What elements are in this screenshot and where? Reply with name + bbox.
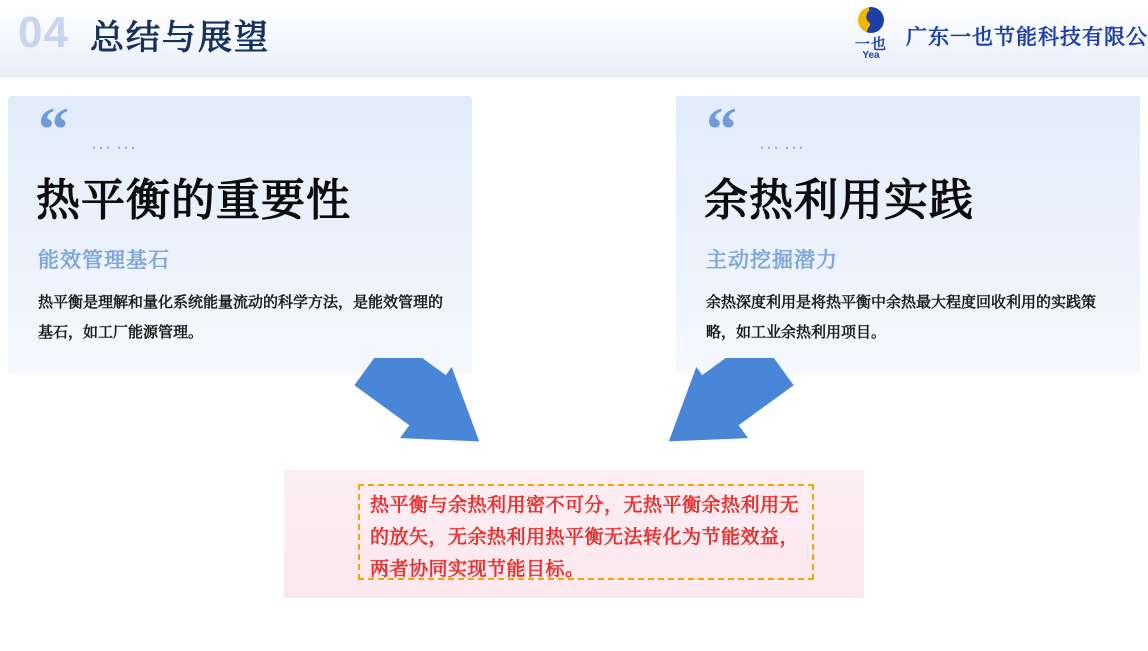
arrow-down-right-icon — [352, 358, 502, 468]
slide-header — [0, 0, 1148, 77]
company-name: 广东一也节能科技有限公 — [906, 26, 1148, 49]
quote-icon: “ — [706, 96, 737, 164]
card-body-text: 热平衡是理解和量化系统能量流动的科学方法，是能效管理的基石，如工厂能源管理。 — [38, 294, 444, 341]
card-waste-heat — [676, 96, 1140, 374]
card-title: 热平衡的重要性 — [36, 176, 351, 225]
quote-dots: …… — [90, 129, 140, 154]
card-title: 余热利用实践 — [704, 176, 974, 225]
conclusion-text: 热平衡与余热利用密不可分，无热平衡余热利用无的放矢，无余热利用热平衡无法转化为节能效益，两者协同实现节能目标。 — [370, 495, 800, 580]
section-number: 04 — [18, 8, 69, 57]
logo-text-cn: 一也 — [854, 36, 887, 53]
logo-text-en: Yea — [862, 50, 880, 61]
brand-block — [842, 6, 1148, 66]
quote-dots: …… — [758, 129, 808, 154]
card-body-text: 余热深度利用是将热平衡中余热最大程度回收利用的实践策略，如工业余热利用项目。 — [706, 294, 1097, 341]
card-thermal-balance — [8, 96, 472, 374]
arrow-down-left-icon — [646, 358, 796, 468]
quote-icon: “ — [38, 96, 69, 164]
logo-swirl-icon — [858, 7, 884, 33]
card-subtitle: 能效管理基石 — [38, 249, 170, 272]
card-subtitle: 主动挖掘潜力 — [706, 249, 838, 272]
page-title: 总结与展望 — [90, 19, 270, 57]
company-logo-icon — [842, 7, 900, 65]
